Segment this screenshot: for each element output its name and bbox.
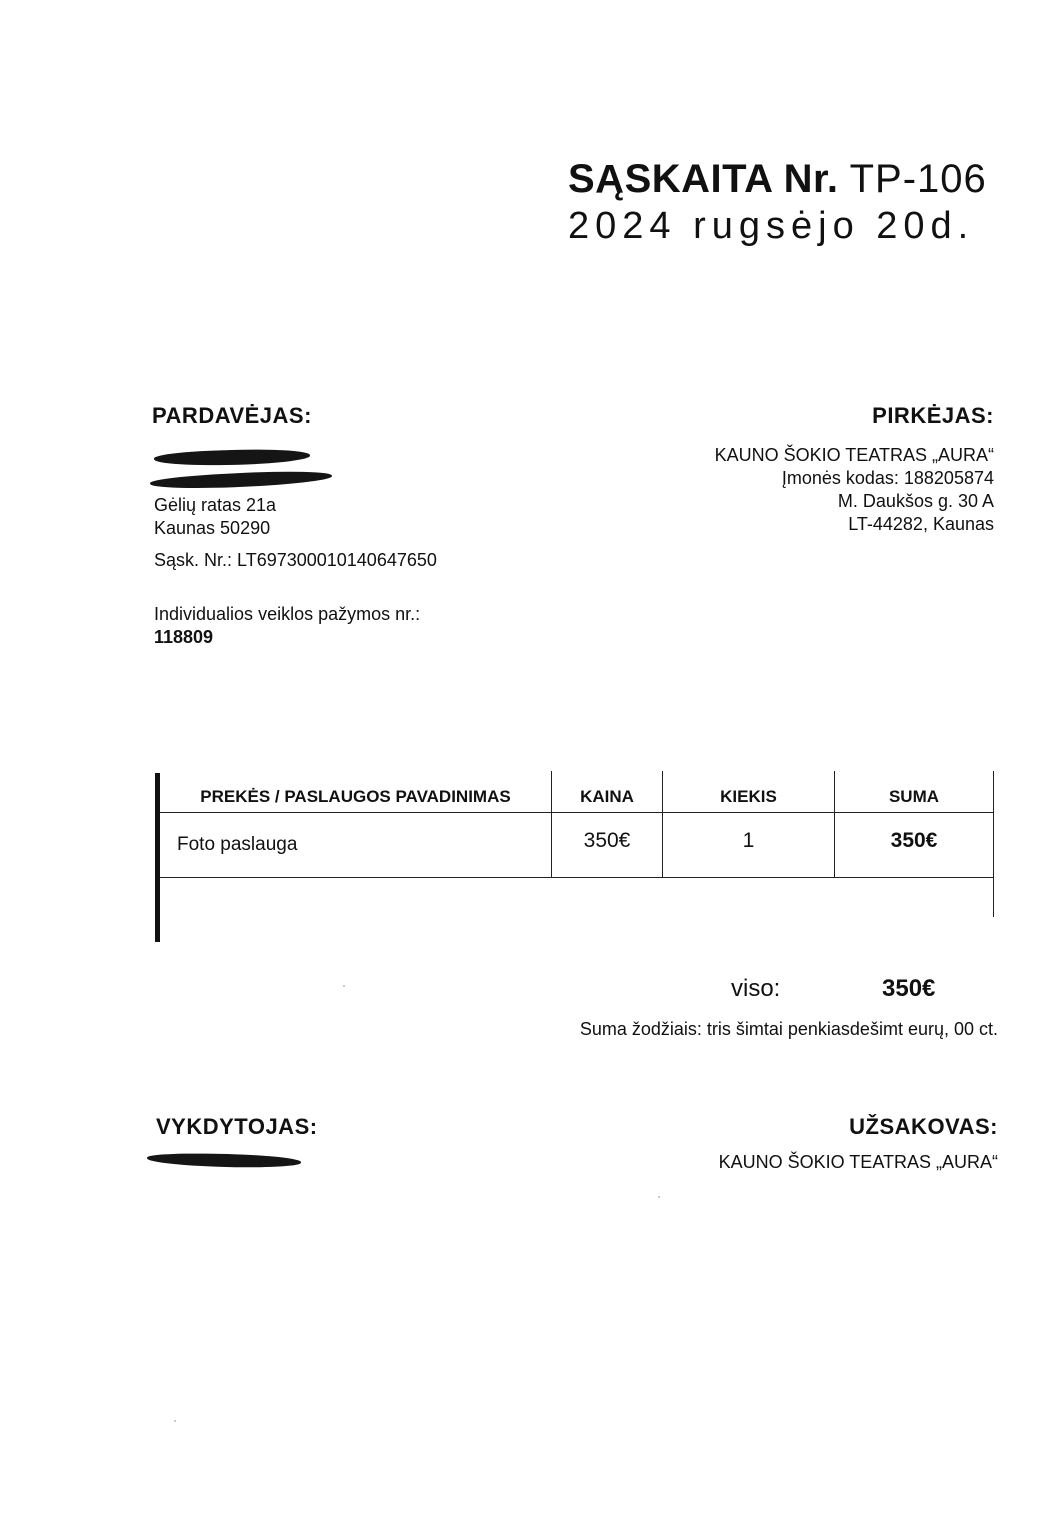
column-header-price: KAINA [580,787,634,806]
item-price: 350€ [583,829,631,852]
total-label: viso: [731,975,781,1002]
performer-heading: VYKDYTOJAS: [156,1114,318,1139]
column-header-quantity: KIEKIS [720,787,777,806]
buyer-street: M. Daukšos g. 30 A [837,491,994,511]
seller-heading: PARDAVĖJAS: [152,403,312,428]
client-heading: UŽSAKOVAS: [849,1114,998,1139]
invoice-date: 2024 rugsėjo 20d. [568,205,975,247]
buyer-heading: PIRKĖJAS: [872,403,994,428]
column-header-name: PREKĖS / PASLAUGOS PAVADINIMAS [200,787,511,806]
invoice-number: TP-106 [849,157,987,201]
invoice-title [568,156,1028,202]
total-in-words: Suma žodžiais: tris šimtai penkiasdešimt eurų, 00 ct. [579,1019,998,1039]
item-quantity: 1 [742,829,755,852]
table-divider [160,877,994,878]
table-divider [160,812,994,813]
seller-code-redaction [150,468,332,492]
scan-speck [658,1196,660,1198]
table-divider [993,771,994,917]
column-header-sum: SUMA [888,787,940,806]
performer-name-redaction [147,1153,301,1169]
seller-name-redaction [154,447,310,467]
seller-account: Sąsk. Nr.: LT697300010140647650 [154,550,437,570]
item-name: Foto paslauga [177,834,298,855]
invoice-title-label: SĄSKAITA Nr. [568,157,839,201]
scan-speck [174,1420,176,1422]
buyer-company-code: Įmonės kodas: 188205874 [781,468,994,488]
seller-address-line1: Gėlių ratas 21a [154,495,277,515]
client-name: KAUNO ŠOKIO TEATRAS „AURA“ [718,1152,998,1172]
buyer-city: LT-44282, Kaunas [848,514,994,534]
buyer-name: KAUNO ŠOKIO TEATRAS „AURA“ [714,445,994,465]
seller-license-number: 118809 [154,627,214,647]
seller-address-line2: Kaunas 50290 [154,518,271,538]
seller-license-label: Individualios veiklos pažymos nr.: [154,604,421,624]
scan-speck [343,985,345,987]
item-sum: 350€ [890,829,938,852]
total-value: 350€ [882,975,936,1002]
